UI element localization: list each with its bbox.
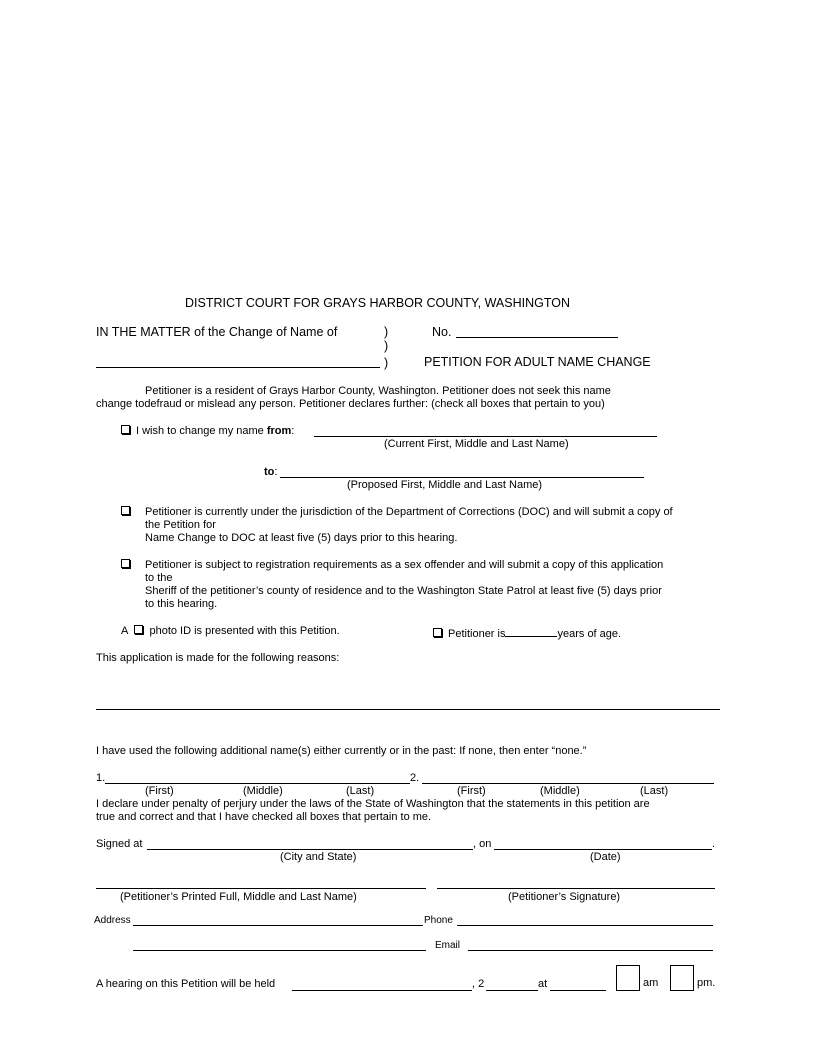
caption-paren-1: ) [384,325,389,339]
photo-id-label: photo ID is presented with this Petition. [149,625,340,637]
from-colon: : [291,425,295,437]
to-label: to [264,466,275,478]
age-checkbox[interactable] [433,628,442,637]
additional-name-1-field[interactable] [105,783,410,784]
intro-line-2: change todefraud or mislead any person. Petitioner declares further: (check all boxes that pertain to you) [96,398,605,410]
from-row [121,425,294,437]
doc-checkbox[interactable] [121,506,130,515]
on-label: , on [473,838,492,850]
phone-label: Phone [424,915,453,926]
am-label: am [643,977,659,989]
doc-line-2: the Petition for [145,519,216,531]
signed-at-label: Signed at [96,838,143,850]
current-name-caption: (Current First, Middle and Last Name) [384,438,569,450]
name-2-first-caption: (First) [457,785,486,797]
offender-line-4: to this hearing. [145,598,218,610]
city-state-field[interactable] [147,849,473,850]
additional-name-2-field[interactable] [422,783,714,784]
phone-field[interactable] [457,925,713,926]
signature-field[interactable] [437,888,715,889]
a-label: A [121,625,129,637]
offender-checkbox-wrap [121,559,136,571]
age-prefix: Petitioner is [448,628,506,640]
address-field[interactable] [133,925,423,926]
name-2-number: 2. [410,772,420,784]
caption-paren-2: ) [384,339,389,353]
proposed-name-field[interactable] [280,477,644,478]
caption-paren-3: ) [384,356,389,370]
email-field[interactable] [468,950,713,951]
hearing-at-label: at [538,978,548,990]
case-number-field[interactable] [456,337,618,338]
hearing-year-field[interactable] [486,990,538,991]
additional-names-statement: I have used the following additional name(s) either currently or in the past: If none, then enter “none.” [96,745,587,757]
offender-line-2: to the [145,572,173,584]
address-label: Address [94,915,131,926]
date-caption: (Date) [590,851,621,863]
offender-checkbox[interactable] [121,559,130,568]
doc-line-1: Petitioner is currently under the jurisdiction of the Department of Corrections (DOC) and will submit a copy of [145,506,673,518]
signature-caption: (Petitioner’s Signature) [508,891,621,903]
offender-line-1: Petitioner is subject to registration requirements as a sex offender and will submit a copy of this application [145,559,664,571]
hearing-time-field[interactable] [550,990,606,991]
pm-label: pm. [697,977,716,989]
matter-label: IN THE MATTER of the Change of Name of [96,325,338,339]
date-field[interactable] [494,849,712,850]
name-1-first-caption: (First) [145,785,174,797]
offender-line-3: Sheriff of the petitioner’s county of residence and to the Washington State Patrol at least five (5) days prior [145,585,662,597]
photo-id-row [121,625,340,637]
to-colon: : [274,466,278,478]
case-number-label: No. [432,325,452,339]
email-label: Email [435,940,461,951]
hearing-date-field[interactable] [292,990,472,991]
name-1-middle-caption: (Middle) [243,785,283,797]
name-2-middle-caption: (Middle) [540,785,580,797]
am-checkbox[interactable] [616,965,640,991]
doc-line-3: Name Change to DOC at least five (5) days prior to this hearing. [145,532,458,544]
reasons-label: This application is made for the following reasons: [96,652,340,664]
wish-label: I wish to change my name [136,425,267,437]
pm-checkbox[interactable] [670,965,694,991]
signed-period: . [712,838,716,850]
age-field[interactable] [505,625,557,637]
address-line-2-field[interactable] [133,950,426,951]
name-1-number: 1. [96,772,106,784]
name-change-checkbox[interactable] [121,425,130,434]
name-1-last-caption: (Last) [346,785,375,797]
age-row [433,625,621,640]
intro-line-1: Petitioner is a resident of Grays Harbor County, Washington. Petitioner does not seek this name [145,385,611,397]
photo-id-checkbox[interactable] [134,625,143,634]
reasons-field[interactable] [96,709,720,710]
court-title: DISTRICT COURT FOR GRAYS HARBOR COUNTY, WASHINGTON [185,296,570,310]
doc-checkbox-wrap [121,506,136,518]
printed-name-caption: (Petitioner’s Printed Full, Middle and Last Name) [120,891,357,903]
to-row [264,466,277,478]
current-name-field[interactable] [314,436,657,437]
hearing-year-prefix: , 2 [472,978,485,990]
proposed-name-caption: (Proposed First, Middle and Last Name) [347,479,543,491]
declaration-line-1: I declare under penalty of perjury under the laws of the State of Washington that the statements in this petition are [96,798,650,810]
printed-name-field[interactable] [96,888,426,889]
hearing-label: A hearing on this Petition will be held [96,978,276,990]
petition-title: PETITION FOR ADULT NAME CHANGE [424,355,651,369]
from-label: from [266,425,292,437]
age-suffix: years of age. [557,628,622,640]
matter-name-field[interactable] [96,367,380,368]
name-2-last-caption: (Last) [640,785,669,797]
declaration-line-2: true and correct and that I have checked all boxes that pertain to me. [96,811,432,823]
city-state-caption: (City and State) [280,851,357,863]
